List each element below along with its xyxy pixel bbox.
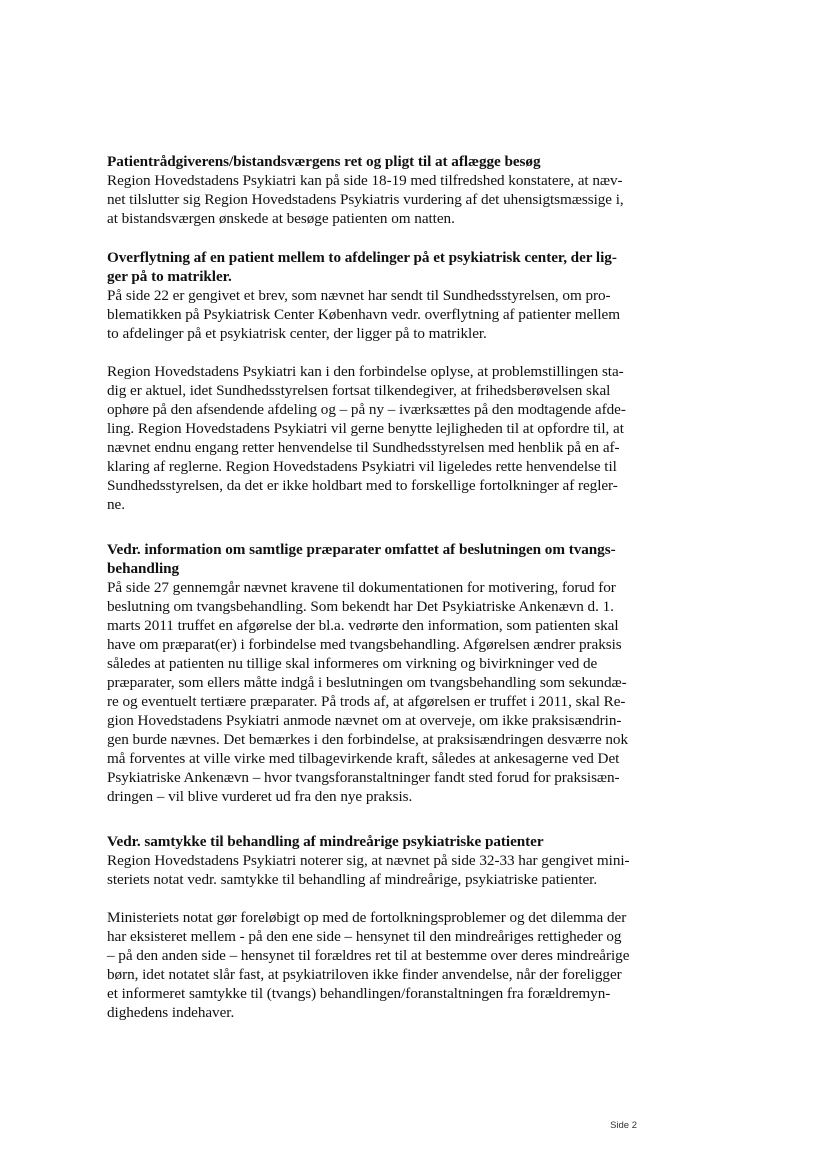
text-line: således at patienten nu tillige skal informeres om virkning og bivirkninger ved de [107, 655, 598, 672]
text-line: – på den anden side – hensynet til forældres ret til at bestemme over deres mindreårige [107, 947, 630, 964]
section-4-heading [107, 832, 652, 851]
text-line: gen burde nævnes. Det bemærkes i den forbindelse, at praksisændringen desværre nok [107, 731, 629, 748]
text-line: net tilslutter sig Region Hovedstadens Psykiatris vurdering af det uhensigtsmæssige i, [107, 191, 624, 208]
text-line: På side 27 gennemgår nævnet kravene til dokumentationen for motivering, forud for [107, 579, 616, 596]
text-line: På side 22 er gengivet et brev, som nævnet har sendt til Sundhedsstyrelsen, om pro- [107, 287, 611, 304]
heading-line: behandling [107, 560, 180, 577]
text-line: dig er aktuel, idet Sundhedsstyrelsen fortsat tilkendegiver, at frihedsberøvelsen skal [107, 382, 611, 399]
text-line: et informeret samtykke til (tvangs) behandlingen/foranstaltningen fra forældremyn- [107, 985, 611, 1002]
text-line: Region Hovedstadens Psykiatri kan på side 18-19 med tilfredshed konstatere, at næv- [107, 172, 623, 189]
text-line: ling. Region Hovedstadens Psykiatri vil gerne benytte lejligheden til at opfordre til, at [107, 420, 624, 437]
heading-line: Overflytning af en patient mellem to afdelinger på et psykiatrisk center, der lig- [107, 249, 617, 266]
text-line: nævnet endnu engang retter henvendelse til Sundhedsstyrelsen med henblik på en af- [107, 439, 620, 456]
text-line: at bistandsværgen ønskede at besøge patienten om natten. [107, 210, 455, 227]
section-1-paragraph-1 [107, 171, 652, 228]
section-1-heading [107, 152, 652, 171]
section-3-heading [107, 540, 652, 578]
text-line: præparater, som ellers måtte indgå i beslutningen om tvangsbehandling som sekundæ- [107, 674, 627, 691]
heading-line: Vedr. samtykke til behandling af mindreårige psykiatriske patienter [107, 833, 544, 850]
text-line: må forventes at ville virke med tilbagevirkende kraft, således at ankesagerne ved Det [107, 750, 620, 767]
section-2-paragraph-2 [107, 362, 652, 514]
text-line: have om præparat(er) i forbindelse med tvangsbehandling. Afgørelsen ændrer praksis [107, 636, 622, 653]
text-line: Ministeriets notat gør foreløbigt op med de fortolkningsproblemer og det dilemma der [107, 909, 627, 926]
section-2-paragraph-1 [107, 286, 652, 343]
text-line: har eksisteret mellem - på den ene side – hensynet til den mindreåriges rettigheder og [107, 928, 622, 945]
text-line: ne. [107, 496, 125, 513]
text-line: re og eventuelt tertiære præparater. På trods af, at afgørelsen er truffet i 2011, skal Re- [107, 693, 626, 710]
text-line: dringen – vil blive vurderet ud fra den nye praksis. [107, 788, 413, 805]
text-line: Region Hovedstadens Psykiatri kan i den forbindelse oplyse, at problemstillingen sta- [107, 363, 624, 380]
section-4-paragraph-2 [107, 908, 652, 1022]
section-4-paragraph-1 [107, 851, 652, 889]
text-line: børn, idet notatet slår fast, at psykiatriloven ikke finder anvendelse, når der foreligger [107, 966, 622, 983]
heading-line: Vedr. information om samtlige præparater omfattet af beslutningen om tvangs- [107, 541, 616, 558]
text-line: Region Hovedstadens Psykiatri noterer sig, at nævnet på side 32-33 har gengivet mini- [107, 852, 630, 869]
heading-line: ger på to matrikler. [107, 268, 232, 285]
text-line: gion Hovedstadens Psykiatri anmode nævnet om at overveje, om ikke praksisændrin- [107, 712, 622, 729]
text-line: dighedens indehaver. [107, 1004, 235, 1021]
text-line: klaring af reglerne. Region Hovedstadens Psykiatri vil ligeledes rette henvendelse til [107, 458, 617, 475]
text-line: steriets notat vedr. samtykke til behandling af mindreårige, psykiatriske patienter. [107, 871, 598, 888]
section-2-heading [107, 248, 652, 286]
text-line: beslutning om tvangsbehandling. Som bekendt har Det Psykiatriske Ankenævn d. 1. [107, 598, 614, 615]
text-line: blematikken på Psykiatrisk Center København vedr. overflytning af patienter mellem [107, 306, 620, 323]
section-3-paragraph-1 [107, 578, 652, 806]
text-line: Psykiatriske Ankenævn – hvor tvangsforanstaltninger fandt sted forud for praksisæn- [107, 769, 620, 786]
text-line: marts 2011 truffet en afgørelse der bl.a. vedrørte den information, som patienten skal [107, 617, 619, 634]
text-line: to afdelinger på et psykiatrisk center, der ligger på to matrikler. [107, 325, 487, 342]
text-line: Sundhedsstyrelsen, da det er ikke holdbart med to forskellige fortolkninger af regler- [107, 477, 618, 494]
text-line: ophøre på den afsendende afdeling og – på ny – iværksættes på den modtagende afde- [107, 401, 626, 418]
heading-line: Patientrådgiverens/bistandsværgens ret og pligt til at aflægge besøg [107, 153, 541, 170]
page-number: Side 2 [610, 1120, 637, 1131]
